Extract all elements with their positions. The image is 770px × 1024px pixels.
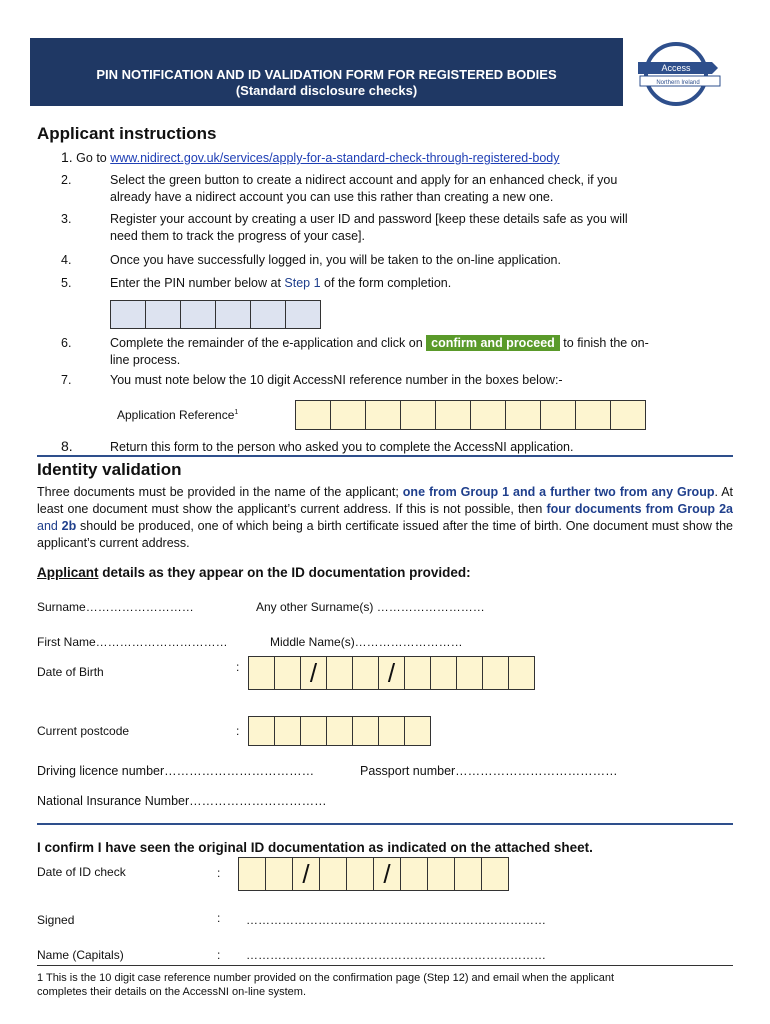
dob-slash: / [300,656,326,690]
date-of-birth-label: Date of Birth [37,665,104,679]
pin-box[interactable] [180,300,215,329]
reference-box[interactable] [400,400,435,430]
reference-box[interactable] [365,400,400,430]
postcode-box[interactable] [352,716,378,746]
reference-box[interactable] [505,400,540,430]
id-check-date-box[interactable] [454,857,481,891]
id-check-date-box[interactable] [346,857,373,891]
date-of-birth-boxes[interactable] [248,656,535,690]
id-check-slash: / [292,857,319,891]
id-check-date-box[interactable] [238,857,265,891]
signed-colon: : [217,911,221,925]
id-check-slash: / [373,857,400,891]
postcode-box[interactable] [248,716,274,746]
form-header [30,38,623,106]
dob-slash: / [378,656,404,690]
dob-colon: : [236,660,240,674]
driving-licence-field[interactable]: Driving licence number……………………………… [37,764,315,778]
id-check-colon: : [217,866,221,880]
id-check-date-box[interactable] [265,857,292,891]
reference-box[interactable] [610,400,646,430]
step-1: 1. Go to www.nidirect.gov.uk/services/apply-for-a-standard-check-through-registered-body [61,149,560,165]
postcode-boxes[interactable] [248,716,431,746]
identity-validation-heading: Identity validation [37,460,182,479]
first-name-field[interactable]: First Name…………………………… [37,635,228,649]
step-6-text: Complete the remainder of the e-application and click on confirm and proceed to finish the on- line process. [110,336,649,367]
dob-box[interactable] [482,656,508,690]
dob-box[interactable] [456,656,482,690]
postcode-box[interactable] [274,716,300,746]
step-7-text: You must note below the 10 digit AccessNI reference number in the boxes below:- [110,373,563,387]
application-reference-label: Application Reference$^1$ [117,408,239,422]
form-title: PIN NOTIFICATION AND ID VALIDATION FORM FOR REGISTERED BODIES [96,67,557,82]
pin-box[interactable] [215,300,250,329]
section-divider [37,455,733,457]
identity-validation-paragraph: Three documents must be provided in the name of the applicant; one from Group 1 and a further two from any Group. At least one document must show the applicant’s current address. If this is not possible, then four documents from Group 2a and 2b should be produced, one of which being a birth certificate issued after the time of birth. One document must show the applicant’s current address. [37,485,734,550]
id-check-date-box[interactable] [319,857,346,891]
applicant-details-heading: Applicant details as they appear on the ID documentation provided: [37,565,471,580]
current-postcode-label: Current postcode [37,724,130,738]
dob-box[interactable] [404,656,430,690]
step-2-text: Select the green button to create a nidirect account and apply for an enhanced check, if you already have a nidirect account you can use this rather than creating a new one. [110,173,618,204]
form-subtitle: (Standard disclosure checks) [235,83,418,98]
national-insurance-field[interactable]: National Insurance Number…………………………… [37,794,327,808]
pin-number-boxes[interactable] [110,300,321,329]
step-7-number: 7. [61,373,72,387]
date-of-id-check-boxes[interactable] [238,857,509,891]
dob-box[interactable] [508,656,535,690]
step-2-number: 2. [61,173,72,187]
step-5-number: 5. [61,276,72,290]
middle-name-field[interactable]: Middle Name(s)……………………… [270,635,463,649]
confirm-and-proceed-button: confirm and proceed [426,335,560,351]
applicant-instructions-heading: Applicant instructions [37,124,217,143]
step-8-text: Return this form to the person who asked you to complete the AccessNI application. [110,440,574,454]
dob-box[interactable] [326,656,352,690]
dob-box[interactable] [274,656,300,690]
signature-line[interactable]: ………………………………………………………………… [246,913,546,927]
name-capitals-label: Name (Capitals) [37,948,124,962]
application-reference-boxes[interactable] [295,400,646,430]
id-check-date-box[interactable] [481,857,509,891]
id-check-date-box[interactable] [400,857,427,891]
name-colon: : [217,948,221,962]
svg-text:Access: Access [661,63,691,73]
signed-label: Signed [37,913,75,927]
dob-box[interactable] [430,656,456,690]
pin-box[interactable] [250,300,285,329]
step-6-number: 6. [61,336,72,350]
postcode-box[interactable] [300,716,326,746]
footnote: 1 This is the 10 digit case reference number provided on the confirmation page (Step 12) and email when the applicant completes their details on the AccessNI on-line system. [37,972,615,998]
pin-box[interactable] [110,300,145,329]
pin-box[interactable] [145,300,180,329]
reference-box[interactable] [435,400,470,430]
id-check-date-box[interactable] [427,857,454,891]
postcode-box[interactable] [378,716,404,746]
step-3-number: 3. [61,212,72,226]
step-8-number: 8. [61,438,73,454]
reference-box[interactable] [330,400,365,430]
confirmation-heading: I confirm I have seen the original ID documentation as indicated on the attached sheet. [37,840,593,855]
reference-box[interactable] [295,400,330,430]
section-divider [37,823,733,825]
accessni-logo [632,40,750,106]
date-of-id-check-label: Date of ID check [37,865,126,879]
pin-box[interactable] [285,300,321,329]
passport-field[interactable]: Passport number………………………………… [360,764,618,778]
step-5-text: Enter the PIN number below at Step 1 of the form completion. [110,276,452,290]
reference-box[interactable] [540,400,575,430]
dob-box[interactable] [352,656,378,690]
step-3-text: Register your account by creating a user ID and password [keep these details safe as you will need them to track the progress of your case]. [110,212,628,243]
postcode-box[interactable] [404,716,431,746]
svg-text:Northern Ireland: Northern Ireland [656,80,700,86]
footnote-divider [37,965,733,966]
nidirect-link[interactable]: www.nidirect.gov.uk/services/apply-for-a-standard-check-through-registered-body [110,151,560,165]
step-4-number: 4. [61,253,72,267]
dob-box[interactable] [248,656,274,690]
reference-box[interactable] [575,400,610,430]
postcode-box[interactable] [326,716,352,746]
surname-field[interactable]: Surname……………………… [37,600,194,614]
name-capitals-line[interactable]: ………………………………………………………………… [246,948,546,962]
other-surname-field[interactable]: Any other Surname(s) ……………………… [256,600,485,614]
step-4-text: Once you have successfully logged in, you will be taken to the on-line application. [110,253,561,267]
postcode-colon: : [236,724,240,738]
reference-box[interactable] [470,400,505,430]
